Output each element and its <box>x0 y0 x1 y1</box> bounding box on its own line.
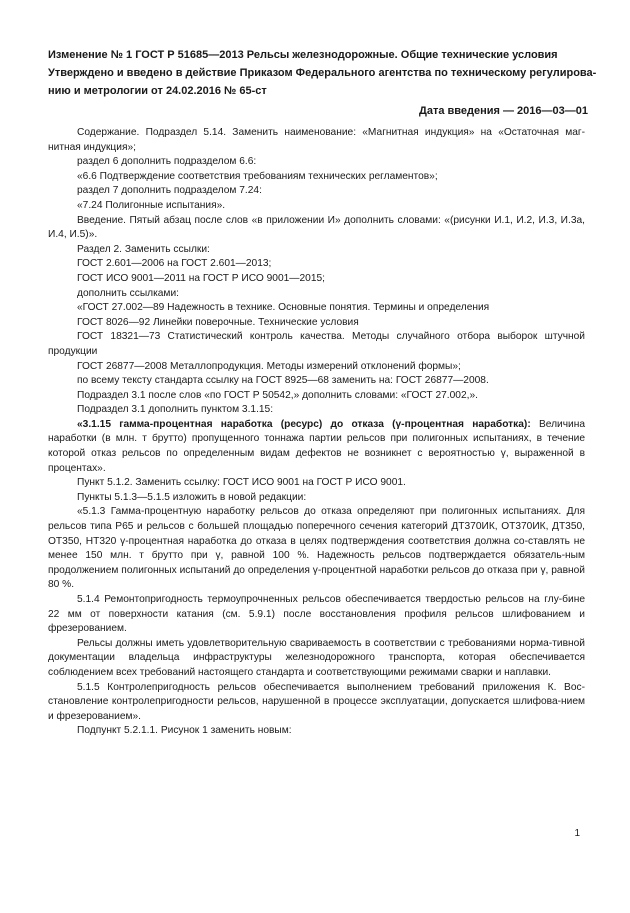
paragraph: ГОСТ 2.601—2006 на ГОСТ 2.601—2013; <box>77 258 272 270</box>
definition-term: «3.1.15 гамма-процентная наработка (ресурс) до отказа (γ-процентная наработка): <box>77 418 531 430</box>
paragraph: Пункт 5.1.2. Заменить ссылку: ГОСТ ИСО 9001 на ГОСТ Р ИСО 9001. <box>77 477 406 489</box>
effective-date: Дата введения — 2016—03—01 <box>419 105 588 117</box>
paragraph: ГОСТ ИСО 9001—2011 на ГОСТ Р ИСО 9001—2015; <box>77 272 325 284</box>
paragraph: раздел 7 дополнить подразделом 7.24: <box>77 185 262 197</box>
paragraph: ГОСТ 18321—73 Статистический контроль качества. Методы случайного отбора выборок штучной продукции <box>48 331 585 357</box>
amendment-header <box>48 46 597 120</box>
paragraph: 5.1.5 Контролепригодность рельсов обеспечивается выполнением требований приложения К. Вос-становление контролепригодности рельсов, нарушенной в процессе эксплуатации, допускается шлифова-нием и фрезерованием». <box>48 681 585 722</box>
page-number: 1 <box>574 828 580 839</box>
paragraph: Введение. Пятый абзац после слов «в приложении И» дополнить словами: «(рисунки И.1, И.2, И.3, И.3а, И.4, И.5)». <box>48 214 585 241</box>
amendment-title: Изменение № 1 ГОСТ Р 51685—2013 Рельсы железнодорожные. Общие технические условия <box>48 49 558 61</box>
paragraph: по всему тексту стандарта ссылку на ГОСТ 8925—68 заменить на: ГОСТ 26877—2008. <box>77 375 489 387</box>
paragraph: Содержание. Подраздел 5.14. Заменить наименование: «Магнитная индукция» на «Остаточная маг-нитная индукция»; <box>48 127 585 153</box>
paragraph: ГОСТ 8026—92 Линейки поверочные. Технические условия <box>77 316 359 328</box>
paragraph: «7.24 Полигонные испытания». <box>77 199 226 211</box>
paragraph: «5.1.3 Гамма-процентную наработку рельсов до отказа определяют при полигонных испытаниях. Для рельсов типа Р65 и рельсов с большей площадью поперечного сечения категорий ДТ370ИК, ОТ370ИК, ДТ350, ОТ350, НТ320 γ-процентная наработка до отказа в целях подтверждения соответствия должна со-ставлять не менее 150 млн. т брутто при γ, равной 100 %. Надежность рельсов подтверждается обязатель-ным продолжением полигонных испытаний до определения γ-процентной наработки рельсов до отказа при γ, равной 80 %. <box>48 506 585 591</box>
paragraph: «ГОСТ 27.002—89 Надежность в технике. Основные понятия. Термины и определения <box>77 302 490 314</box>
paragraph: Подпункт 5.2.1.1. Рисунок 1 заменить новым: <box>77 725 292 737</box>
paragraph: Рельсы должны иметь удовлетворительную свариваемость в соответствии с требованиями норма-тивной документации владельца инфраструктуры железнодорожного транспорта, которая обеспечивается соблюдением всех требований настоящего стандарта и соответствующими режимами сварки и наплавки. <box>48 637 585 678</box>
paragraph: дополнить ссылками: <box>77 287 179 299</box>
paragraph: Подраздел 3.1 дополнить пунктом 3.1.15: <box>77 404 274 416</box>
definition-paragraph <box>48 418 585 476</box>
paragraph: Пункты 5.1.3—5.1.5 изложить в новой редакции: <box>77 491 307 503</box>
approval-line-continued: нию и метрологии от 24.02.2016 № 65-ст <box>48 85 267 97</box>
definition-text: Величина наработки (в млн. т брутто) пропущенного тоннажа партии рельсов при полигонных испытаниях, в течение которой отказ рельсов по определенным видам дефектов не возникнет с вероятностью γ, выраженной в процентах». <box>48 418 585 474</box>
amendment-body <box>48 126 585 739</box>
approval-line: Утверждено и введено в действие Приказом Федерального агентства по техническому регулирова- <box>48 67 597 79</box>
paragraph: Подраздел 3.1 после слов «по ГОСТ Р 50542,» дополнить словами: «ГОСТ 27.002,». <box>77 389 478 401</box>
paragraph: ГОСТ 26877—2008 Металлопродукция. Методы измерений отклонений формы»; <box>77 360 461 372</box>
paragraph: «6.6 Подтверждение соответствия требованиям технических регламентов»; <box>77 170 438 182</box>
paragraph: раздел 6 дополнить подразделом 6.6: <box>77 156 257 168</box>
paragraph: 5.1.4 Ремонтопригодность термоупрочненных рельсов обеспечивается твердостью рельсов на глу-бине 22 мм от поверхности катания (см. 5.9.1) после восстановления профиля рельсов шлифованием и фрезерованием. <box>48 594 585 635</box>
paragraph: Раздел 2. Заменить ссылки: <box>77 243 210 255</box>
